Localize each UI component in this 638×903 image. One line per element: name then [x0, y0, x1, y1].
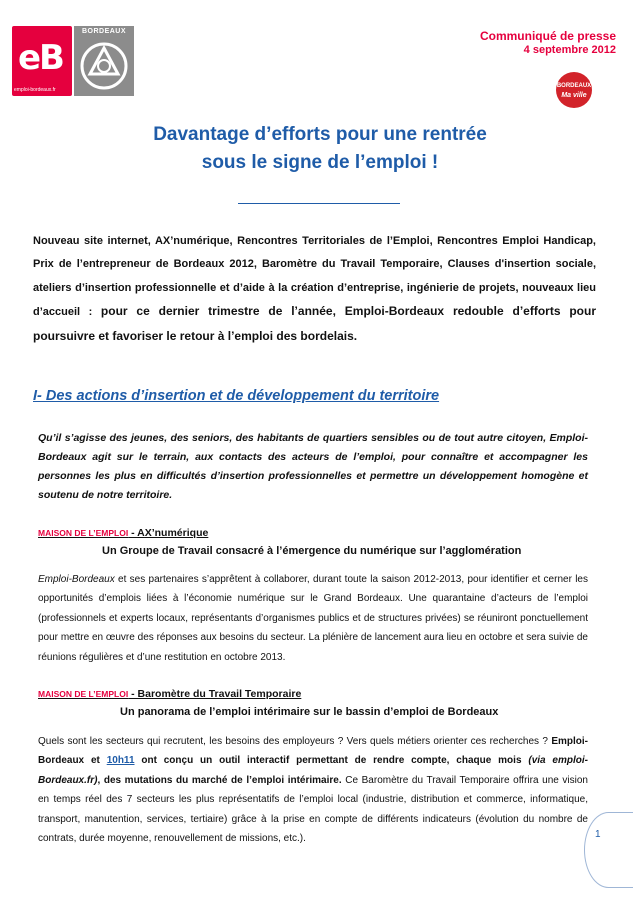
intro-paragraph	[33, 230, 596, 349]
bordeaux-emblem-icon	[74, 26, 134, 96]
press-release-label: Communiqué de presse	[479, 29, 616, 43]
block2-text1: Quels sont les secteurs qui recrutent, les besoins des employeurs ? Vers quels métiers orienter ces recherches ?	[38, 736, 552, 747]
section-intro: Qu’il s’agisse des jeunes, des seniors, des habitants de quartiers sensibles ou de tout autre citoyen, Emploi-Bordeaux agit sur le terrain, aux contacts des acteurs de l’emploi, pour connaître et accompagner les personnes les plus en difficultés d’insertion professionnelles et permettre un développement homogène et soutenu de notre territoire.	[38, 432, 588, 501]
block2-bold-italic: (via emploi-Bordeaux.fr)	[38, 755, 588, 786]
title-divider	[238, 203, 400, 204]
link-10h11[interactable]: 10h11	[106, 755, 135, 767]
section-title: I- Des actions d’insertion et de développement du territoire	[33, 388, 440, 404]
emploi-bordeaux-logo	[12, 26, 72, 96]
block2-bold2: ont conçu un outil interactif permettant de rendre compte, chaque mois	[134, 755, 529, 767]
block2-text2: Ce Baromètre du Travail Temporaire offrira une vision en temps réel des 7 secteurs les plus représentatifs de l’emploi local (industrie, distribution et commerce, informatique, transport, manutention, services, tertiaire) grâce à la prise en compte de différents indicateurs (évolution du nombre de contrats, durée moyenne, renouvellement de missions, etc.).	[38, 774, 588, 845]
block1-text: et ses partenaires s’apprêtent à collaborer, durant toute la saison 2012-2013, pour identifier et cerner les opportunités d’emplois liées à l’économie numérique sur le Grand Bordeaux. Une quarantaine d’acteurs de l’emploi (professionnels et experts locaux, représentants d’organismes publics et de structures privées) se réuniront ponctuellement pour mettre en œuvre des réponses aux besoins du secteur. La plénière de lancement aura lieu en octobre et sera suivie de réunions régulières et d’une restitution en octobre 2013.	[38, 574, 588, 663]
intro-part1: Nouveau site internet, AX’numérique, Rencontres Territoriales de l’Emploi, Rencontres Emploi Handicap, Prix de l’entrepreneur de Bordeaux 2012, Baromètre du Travail Temporaire, Clauses d'insertion sociale, ateliers d’insertion professionnelle et d’aide à la création d’entreprise, ingénierie de projets, nouveaux lieu d’accueil :	[33, 235, 596, 319]
logo-bx-label: BORDEAUX	[81, 28, 127, 35]
block2-title: - Baromètre du Travail Temporaire	[128, 688, 302, 700]
block1-subtitle: Un Groupe de Travail consacré à l’émergence du numérique sur l’agglomération	[102, 545, 522, 557]
block1-title: - AX’numérique	[128, 527, 209, 539]
bmv-line1: BORDEAUX	[556, 83, 592, 89]
page-title-line1: Davantage d’efforts pour une rentrée	[153, 124, 487, 145]
block2-org: MAISON DE L’EMPLOI	[38, 689, 129, 699]
block2-body	[38, 732, 588, 848]
page-number-tab	[584, 812, 633, 888]
logo-eb-letters: eB	[18, 38, 63, 78]
block2-bold1: Emploi-Bordeaux et	[38, 736, 588, 767]
block1-body	[38, 570, 588, 667]
bordeaux-city-logo	[74, 26, 134, 96]
block2-subtitle: Un panorama de l’emploi intérimaire sur le bassin d’emploi de Bordeaux	[120, 706, 499, 718]
block2-heading	[38, 688, 301, 700]
intro-part2: pour ce dernier trimestre de l’année, Emploi-Bordeaux redouble d’efforts pour poursuivre et favoriser le retour à l’emploi des bordelais.	[33, 304, 597, 343]
logo-eb-url: emploi-bordeaux.fr	[14, 87, 56, 93]
block2-bold3: , des mutations du marché de l’emploi intérimaire.	[97, 774, 342, 786]
block1-org: MAISON DE L’EMPLOI	[38, 528, 129, 538]
page-title-line2: sous le signe de l’emploi !	[201, 152, 439, 173]
bmv-line2: Ma ville	[561, 92, 587, 99]
page-number: 1	[595, 829, 601, 840]
press-release-date: 4 septembre 2012	[523, 44, 616, 56]
block1-lead: Emploi-Bordeaux	[38, 574, 115, 585]
bordeaux-ma-ville-logo	[556, 72, 592, 108]
block1-heading	[38, 527, 208, 539]
